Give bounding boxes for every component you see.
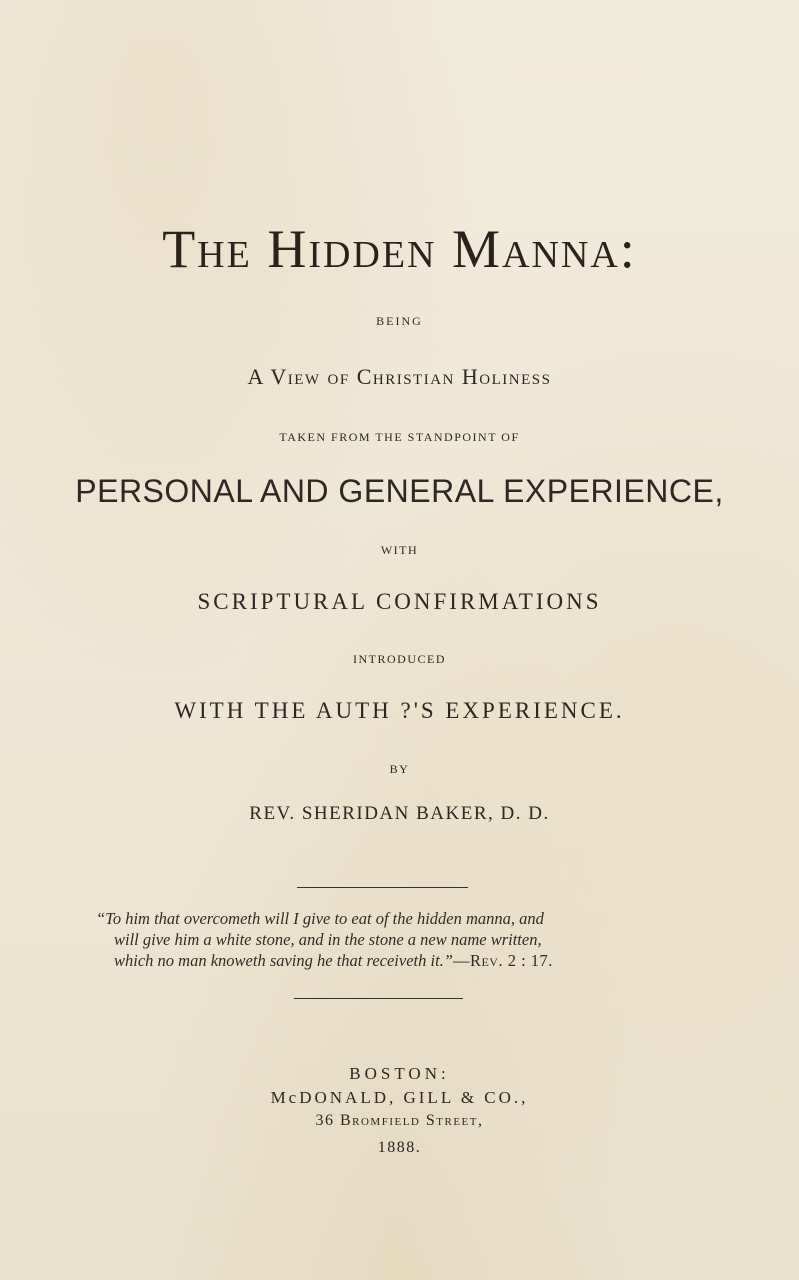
epigraph-line-3-text: which no man knoweth saving he that receiveth it.” (114, 951, 453, 970)
imprint-year: 1888. (377, 1139, 422, 1156)
being-label: BEING (376, 314, 423, 328)
imprint-publisher: McDONALD, GILL & CO., (270, 1088, 529, 1107)
book-title: The Hidden Manna: (162, 219, 637, 279)
epigraph (96, 908, 696, 971)
by-label: BY (389, 762, 410, 776)
imprint-city: BOSTON: (349, 1064, 450, 1083)
introduced-label: INTRODUCED (353, 652, 446, 666)
divider-top (297, 887, 468, 888)
epigraph-line-1: “To him that overcometh will I give to eat of the hidden manna, and (96, 909, 544, 928)
author-name: REV. SHERIDAN BAKER, D. D. (249, 803, 550, 824)
epigraph-reference: —Rev. 2 : 17. (452, 951, 553, 970)
with-label: WITH (380, 543, 419, 557)
epigraph-line-2: will give him a white stone, and in the stone a new name written, (114, 930, 542, 949)
imprint-address: 36 Bromfield Street, (315, 1112, 484, 1129)
taken-from-label: TAKEN FROM THE STANDPOINT OF (279, 430, 520, 444)
divider-bottom (294, 998, 463, 999)
authors-experience-line: WITH THE AUTH ?'S EXPERIENCE. (174, 698, 625, 723)
epigraph-line-3 (96, 950, 696, 971)
scriptural-line: SCRIPTURAL CONFIRMATIONS (197, 589, 602, 614)
experience-line: PERSONAL AND GENERAL EXPERIENCE, (75, 473, 724, 509)
subtitle-view: A View of Christian Holiness (247, 364, 552, 389)
